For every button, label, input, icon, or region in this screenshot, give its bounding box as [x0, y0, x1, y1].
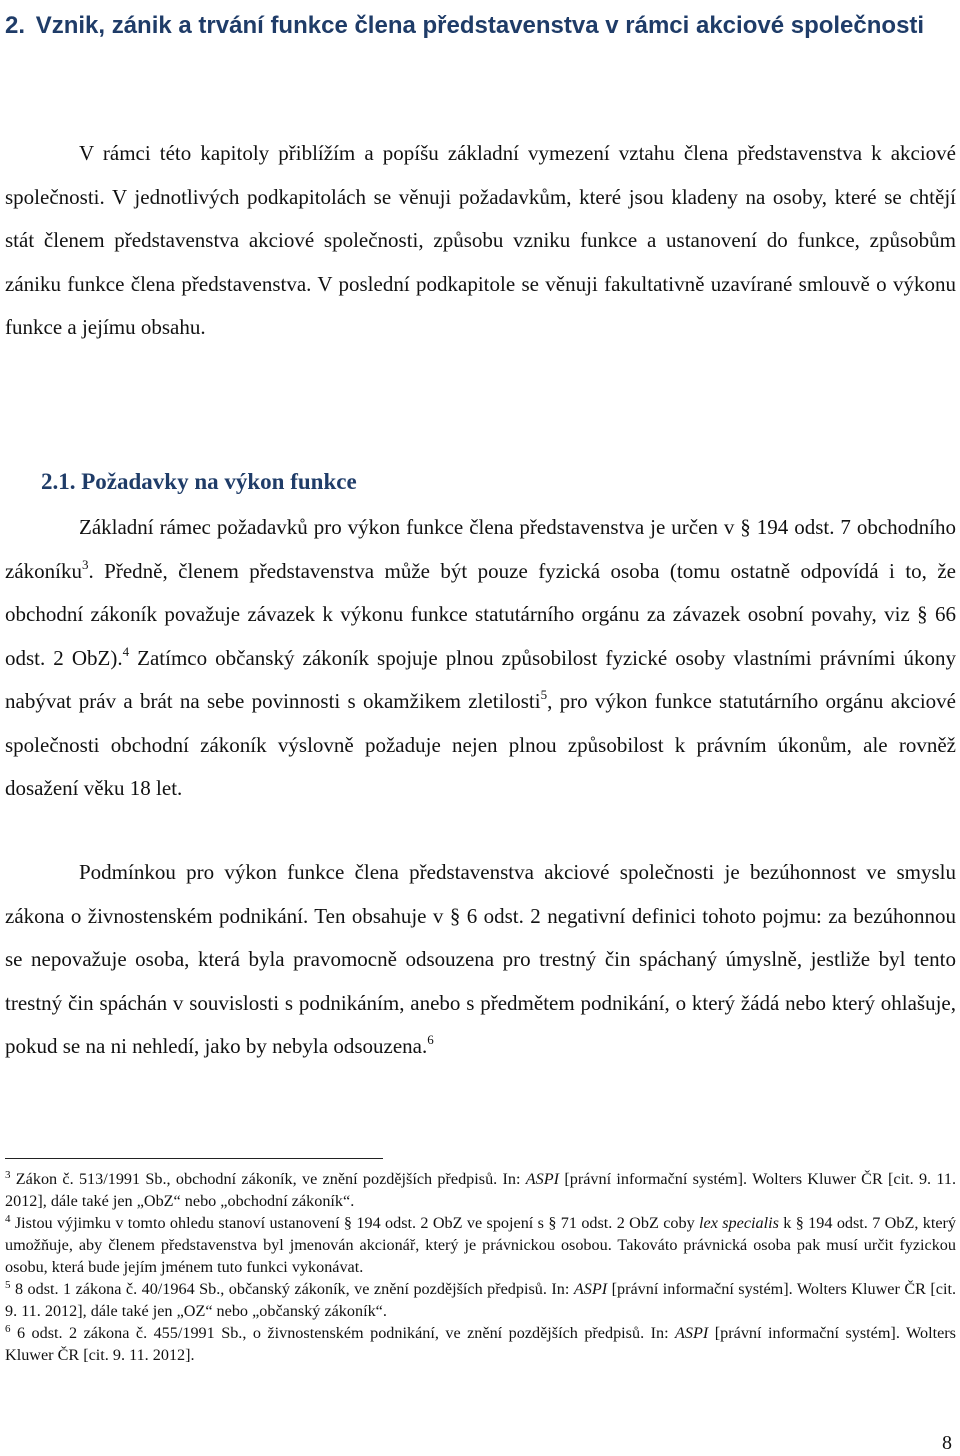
- paragraph-text: Základní rámec požadavků pro výkon funkce člena představenstva je určen v § 194 odst. 7 obchodního zákoníku: [5, 515, 956, 583]
- footnote-ref-4[interactable]: 4: [122, 643, 130, 659]
- footnote-ref-6[interactable]: 6: [427, 1032, 434, 1047]
- page-number: 8: [942, 1432, 952, 1454]
- footnote-text: 6 odst. 2 zákona č. 455/1991 Sb., o živnostenském podnikání, ve znění pozdějších předpisů. In:: [10, 1324, 676, 1342]
- footnote-text: 8 odst. 1 zákona č. 40/1964 Sb., občanský zákoník, ve znění pozdějších předpisů. In:: [10, 1280, 574, 1298]
- footnote-4: [5, 1212, 956, 1278]
- footnote-text: [právní informační systém]. Wolters Kluwer ČR [cit. 9. 11. 2012].: [5, 1324, 956, 1364]
- footnote-mark: 4: [5, 1213, 11, 1225]
- footnote-ref-3[interactable]: 3: [81, 556, 89, 572]
- footnote-italic: ASPI: [675, 1324, 709, 1342]
- requirements-paragraph: [5, 506, 956, 811]
- footnote-italic: lex specialis: [699, 1214, 779, 1232]
- footnotes: [5, 1168, 956, 1366]
- footnote-6: [5, 1322, 956, 1366]
- section-number: 2.1.: [41, 469, 76, 494]
- paragraph-text: , pro výkon funkce statutárního orgánu akciové společnosti obchodní zákoník výslovně požaduje nejen plnou způsobilost k právním úkonům, ale rovněž dosažení věku 18 let.: [5, 689, 956, 800]
- footnote-text: [právní informační systém]. Wolters Kluwer ČR [cit. 9. 11. 2012], dále také jen „OZ“ nebo „občanský zákoník“.: [5, 1280, 956, 1320]
- paragraph-text: . Předně, členem představenstva může být pouze fyzická osoba (tomu ostatně odpovídá i to, že obchodní zákoník považuje závazek k výkonu funkce statutárního orgánu za závazek osobní povahy, viz § 66 odst. 2 ObZ).: [5, 558, 956, 670]
- paragraph-text: Podmínkou pro výkon funkce člena představenstva akciové společnosti je bezúhonnost ve smyslu zákona o živnostenském podnikání. Ten obsahuje v § 6 odst. 2 negativní definici tohoto pojmu: za bezúhonnou se nepovažuje osoba, která byla pravomocně odsouzena pro trestný čin spáchaný úmyslně, jestliže byl tento trestný čin spáchán v souvislosti s podnikáním, anebo s předmětem podnikání, o který žádá nebo který ohlašuje, pokud se na ni nehledí, jako by nebyla odsouzena.: [5, 860, 956, 1058]
- footnote-text: k § 194 odst. 7 ObZ, který umožňuje, aby členem představenstva byl jmenován akcionář, který je právnickou osobou. Takováto právnická osoba pak musí určit fyzickou osobu, která bude jejím jménem tuto funkci vykonávat.: [5, 1214, 956, 1276]
- section-title: Požadavky na výkon funkce: [81, 469, 357, 494]
- footnote-italic: ASPI: [573, 1280, 608, 1298]
- footnote-text: Zákon č. 513/1991 Sb., obchodní zákoník, ve znění pozdějších předpisů. In:: [10, 1170, 526, 1188]
- footnote-italic: ASPI: [525, 1170, 560, 1188]
- chapter-heading: [5, 4, 956, 47]
- intro-paragraph: V rámci této kapitoly přiblížím a popíšu základní vymezení vztahu člena představenstva k akciové společnosti. V jednotlivých podkapitolách se věnuji požadavkům, které jsou kladeny na osoby, které se chtějí stát členem představenstva akciové společnosti, způsobu vzniku funkce a ustanovení do funkce, způsobům zániku funkce člena představenstva. V poslední podkapitole se věnuji fakultativně uzavírané smlouvě o výkonu funkce a jejímu obsahu.: [5, 141, 956, 339]
- footnote-mark: 3: [5, 1169, 11, 1181]
- footnote-ref-5[interactable]: 5: [540, 687, 548, 702]
- footnote-mark: 6: [5, 1323, 11, 1335]
- chapter-number: 2.: [5, 12, 26, 39]
- section-heading: [41, 460, 357, 503]
- paragraph-text: Zatímco občanský zákoník spojuje plnou způsobilost fyzické osoby vlastními právními úkony nabývat práv a brát na sebe povinnosti s okamžikem zletilosti: [5, 645, 956, 713]
- footnote-text: Jistou výjimku v tomto ohledu stanoví ustanovení § 194 odst. 2 ObZ ve spojení s § 71 odst. 2 ObZ coby: [10, 1214, 700, 1232]
- integrity-paragraph: [5, 851, 956, 1069]
- footnote-separator: [5, 1158, 383, 1159]
- chapter-title: Vznik, zánik a trvání funkce člena představenstva v rámci akciové společnosti: [35, 12, 925, 39]
- footnote-text: [právní informační systém]. Wolters Kluwer ČR [cit. 9. 11. 2012], dále také jen „ObZ“ nebo „obchodní zákoník“.: [5, 1170, 957, 1210]
- footnote-mark: 5: [5, 1279, 11, 1291]
- footnote-3: [5, 1168, 956, 1212]
- footnote-5: [5, 1278, 956, 1322]
